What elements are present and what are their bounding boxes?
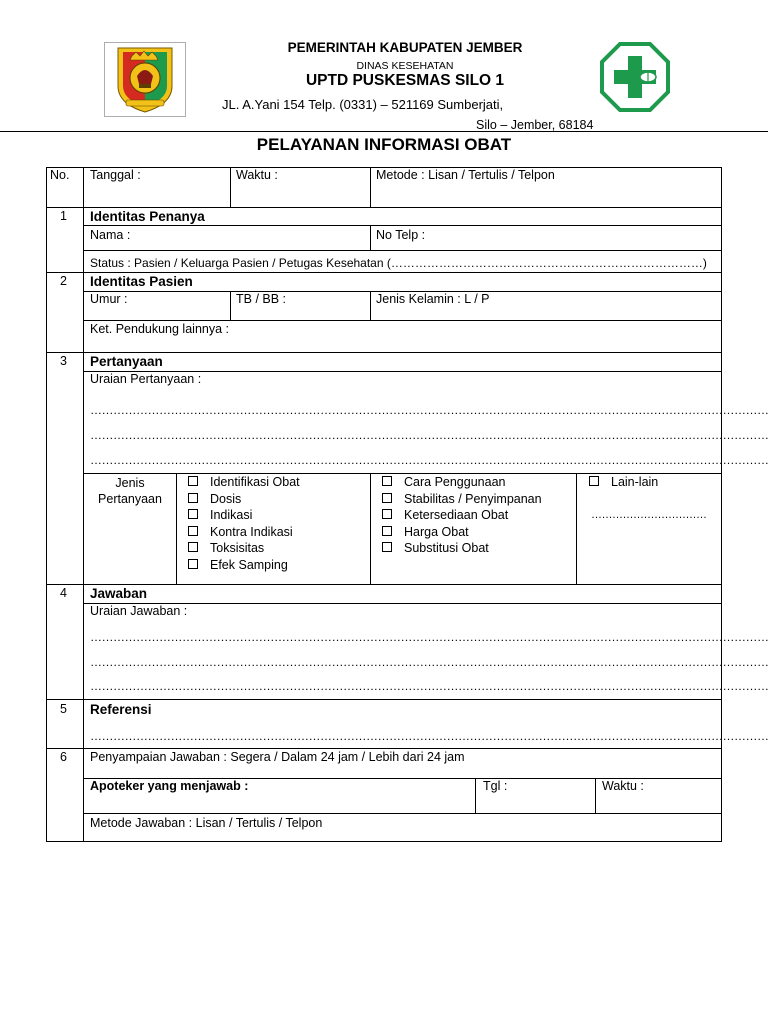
no-telp-field[interactable]: No Telp : — [376, 228, 426, 242]
checkbox-item[interactable] — [382, 475, 542, 492]
tanggal-label[interactable]: Tanggal : — [90, 168, 141, 182]
row-line — [46, 841, 722, 842]
status-field[interactable]: Status : Pasien / Keluarga Pasien / Petugas Kesehatan (……………………………………………………………………) — [90, 256, 707, 270]
row-line — [46, 272, 722, 273]
checkbox-label: Efek Samping — [210, 557, 288, 572]
checkbox-item[interactable] — [589, 475, 658, 492]
section-1-title: Identitas Penanya — [90, 209, 205, 224]
checkbox-label: Kontra Indikasi — [210, 524, 293, 539]
checkbox-icon[interactable] — [382, 476, 392, 486]
dotted-line[interactable]: …………………………………………………………………………………………………………………………………………………………… — [90, 453, 769, 467]
row-line — [46, 207, 722, 208]
inner-line — [83, 250, 721, 251]
checkbox-icon[interactable] — [382, 526, 392, 536]
checkbox-icon[interactable] — [382, 493, 392, 503]
section-4-number: 4 — [60, 586, 67, 600]
question-type-column-1 — [188, 475, 300, 574]
nama-field[interactable]: Nama : — [90, 228, 131, 242]
section-6-number: 6 — [60, 750, 67, 764]
waktu-jawab-field[interactable]: Waktu : — [602, 779, 644, 793]
question-type-column-2 — [382, 475, 542, 558]
header-address-line2: Silo – Jember, 68184 — [476, 118, 594, 132]
checkbox-item[interactable] — [382, 525, 542, 542]
dotted-line[interactable]: …………………………………………………………………………………………………………………………………………………………… — [90, 428, 769, 442]
dotted-line[interactable]: …………………………………………………………………………………………………………………………………………………………… — [90, 630, 769, 644]
col-line — [576, 473, 577, 584]
section-2-title: Identitas Pasien — [90, 274, 193, 289]
dotted-line[interactable]: …………………………………………………………………………………………………………………………………………………………… — [90, 729, 769, 743]
uraian-jawaban-label: Uraian Jawaban : — [90, 604, 188, 618]
row-line — [46, 699, 722, 700]
header-department: DINAS KESEHATAN — [356, 60, 454, 72]
checkbox-icon[interactable] — [188, 542, 198, 552]
col-line — [370, 225, 371, 250]
metode-jawaban[interactable]: Metode Jawaban : Lisan / Tertulis / Telpon — [90, 816, 323, 830]
checkbox-icon[interactable] — [188, 509, 198, 519]
regency-emblem-logo — [104, 42, 186, 117]
col-line — [370, 167, 371, 207]
checkbox-item[interactable] — [382, 541, 542, 558]
col-line — [230, 291, 231, 320]
apoteker-field[interactable]: Apoteker yang menjawab : — [90, 779, 249, 793]
checkbox-item[interactable] — [188, 475, 300, 492]
header-divider — [0, 131, 768, 132]
checkbox-label: Stabilitas / Penyimpanan — [404, 491, 542, 506]
checkbox-label: Toksisitas — [210, 541, 265, 555]
section-4-title: Jawaban — [90, 586, 148, 601]
checkbox-label: Lain-lain — [611, 475, 659, 489]
checkbox-icon[interactable] — [188, 559, 198, 569]
inner-line — [83, 225, 721, 226]
umur-field[interactable]: Umur : — [90, 292, 128, 306]
question-type-column-3 — [589, 475, 658, 492]
checkbox-label: Dosis — [210, 491, 242, 506]
header-address-line1: JL. A.Yani 154 Telp. (0331) – 521169 Sumberjati, — [222, 97, 504, 112]
checkbox-item[interactable] — [188, 541, 300, 558]
checkbox-icon[interactable] — [589, 476, 599, 486]
section-3-number: 3 — [60, 354, 67, 368]
checkbox-label: Identifikasi Obat — [210, 475, 300, 489]
header-no: No. — [50, 168, 70, 182]
dotted-line[interactable]: …………………………………………………………………………………………………………………………………………………………… — [90, 403, 769, 417]
row-line — [46, 584, 722, 585]
jenis-label-line2: Pertanyaan — [98, 492, 162, 506]
header-government: PEMERINTAH KABUPATEN JEMBER — [287, 40, 523, 55]
col-line — [370, 291, 371, 320]
checkbox-icon[interactable] — [188, 493, 198, 503]
inner-line — [83, 320, 721, 321]
checkbox-icon[interactable] — [188, 526, 198, 536]
jenis-label-line1: Jenis — [115, 476, 145, 490]
tb-bb-field[interactable]: TB / BB : — [236, 292, 287, 306]
jenis-pertanyaan-label — [84, 475, 176, 507]
checkbox-item[interactable] — [382, 492, 542, 509]
checkbox-label: Harga Obat — [404, 524, 469, 539]
checkbox-icon[interactable] — [188, 476, 198, 486]
col-line — [370, 473, 371, 584]
row-line — [46, 352, 722, 353]
row-line — [46, 748, 722, 749]
puskesmas-logo — [598, 40, 672, 114]
col-line — [595, 778, 596, 813]
section-2-number: 2 — [60, 274, 67, 288]
section-5-number: 5 — [60, 702, 67, 716]
checkbox-item[interactable] — [188, 525, 300, 542]
header-institution: UPTD PUSKESMAS SILO 1 — [305, 72, 505, 89]
checkbox-item[interactable] — [382, 508, 542, 525]
dotted-line[interactable]: …………………………………………………………………………………………………………………………………………………………… — [90, 655, 769, 669]
checkbox-item[interactable] — [188, 558, 300, 575]
checkbox-item[interactable] — [188, 492, 300, 509]
lain-lain-dotted-line[interactable]: …………………………… — [591, 509, 707, 521]
table-border-left — [46, 167, 47, 842]
col-line — [230, 167, 231, 207]
checkbox-label: Ketersediaan Obat — [404, 508, 509, 522]
metode-label[interactable]: Metode : Lisan / Tertulis / Telpon — [376, 168, 555, 182]
col-line — [475, 778, 476, 813]
inner-line — [83, 813, 721, 814]
checkbox-icon[interactable] — [382, 542, 392, 552]
penyampaian-jawaban[interactable]: Penyampaian Jawaban : Segera / Dalam 24 jam / Lebih dari 24 jam — [90, 750, 465, 764]
checkbox-label: Indikasi — [210, 508, 253, 522]
section-3-title: Pertanyaan — [90, 354, 163, 369]
uraian-pertanyaan-label: Uraian Pertanyaan : — [90, 372, 202, 386]
section-5-title: Referensi — [90, 702, 152, 717]
col-line — [176, 473, 177, 584]
section-1-number: 1 — [60, 209, 67, 223]
inner-line — [83, 473, 721, 474]
checkbox-label: Cara Penggunaan — [404, 475, 506, 489]
checkbox-icon[interactable] — [382, 509, 392, 519]
ket-pendukung-field[interactable]: Ket. Pendukung lainnya : — [90, 322, 229, 336]
waktu-label[interactable]: Waktu : — [236, 168, 278, 182]
checkbox-item[interactable] — [188, 508, 300, 525]
dotted-line[interactable]: …………………………………………………………………………………………………………………………………………………………… — [90, 679, 769, 693]
jenis-kelamin-field[interactable]: Jenis Kelamin : L / P — [376, 292, 490, 306]
checkbox-label: Substitusi Obat — [404, 541, 489, 555]
form-title: PELAYANAN INFORMASI OBAT — [256, 135, 512, 154]
tgl-field[interactable]: Tgl : — [483, 779, 508, 793]
